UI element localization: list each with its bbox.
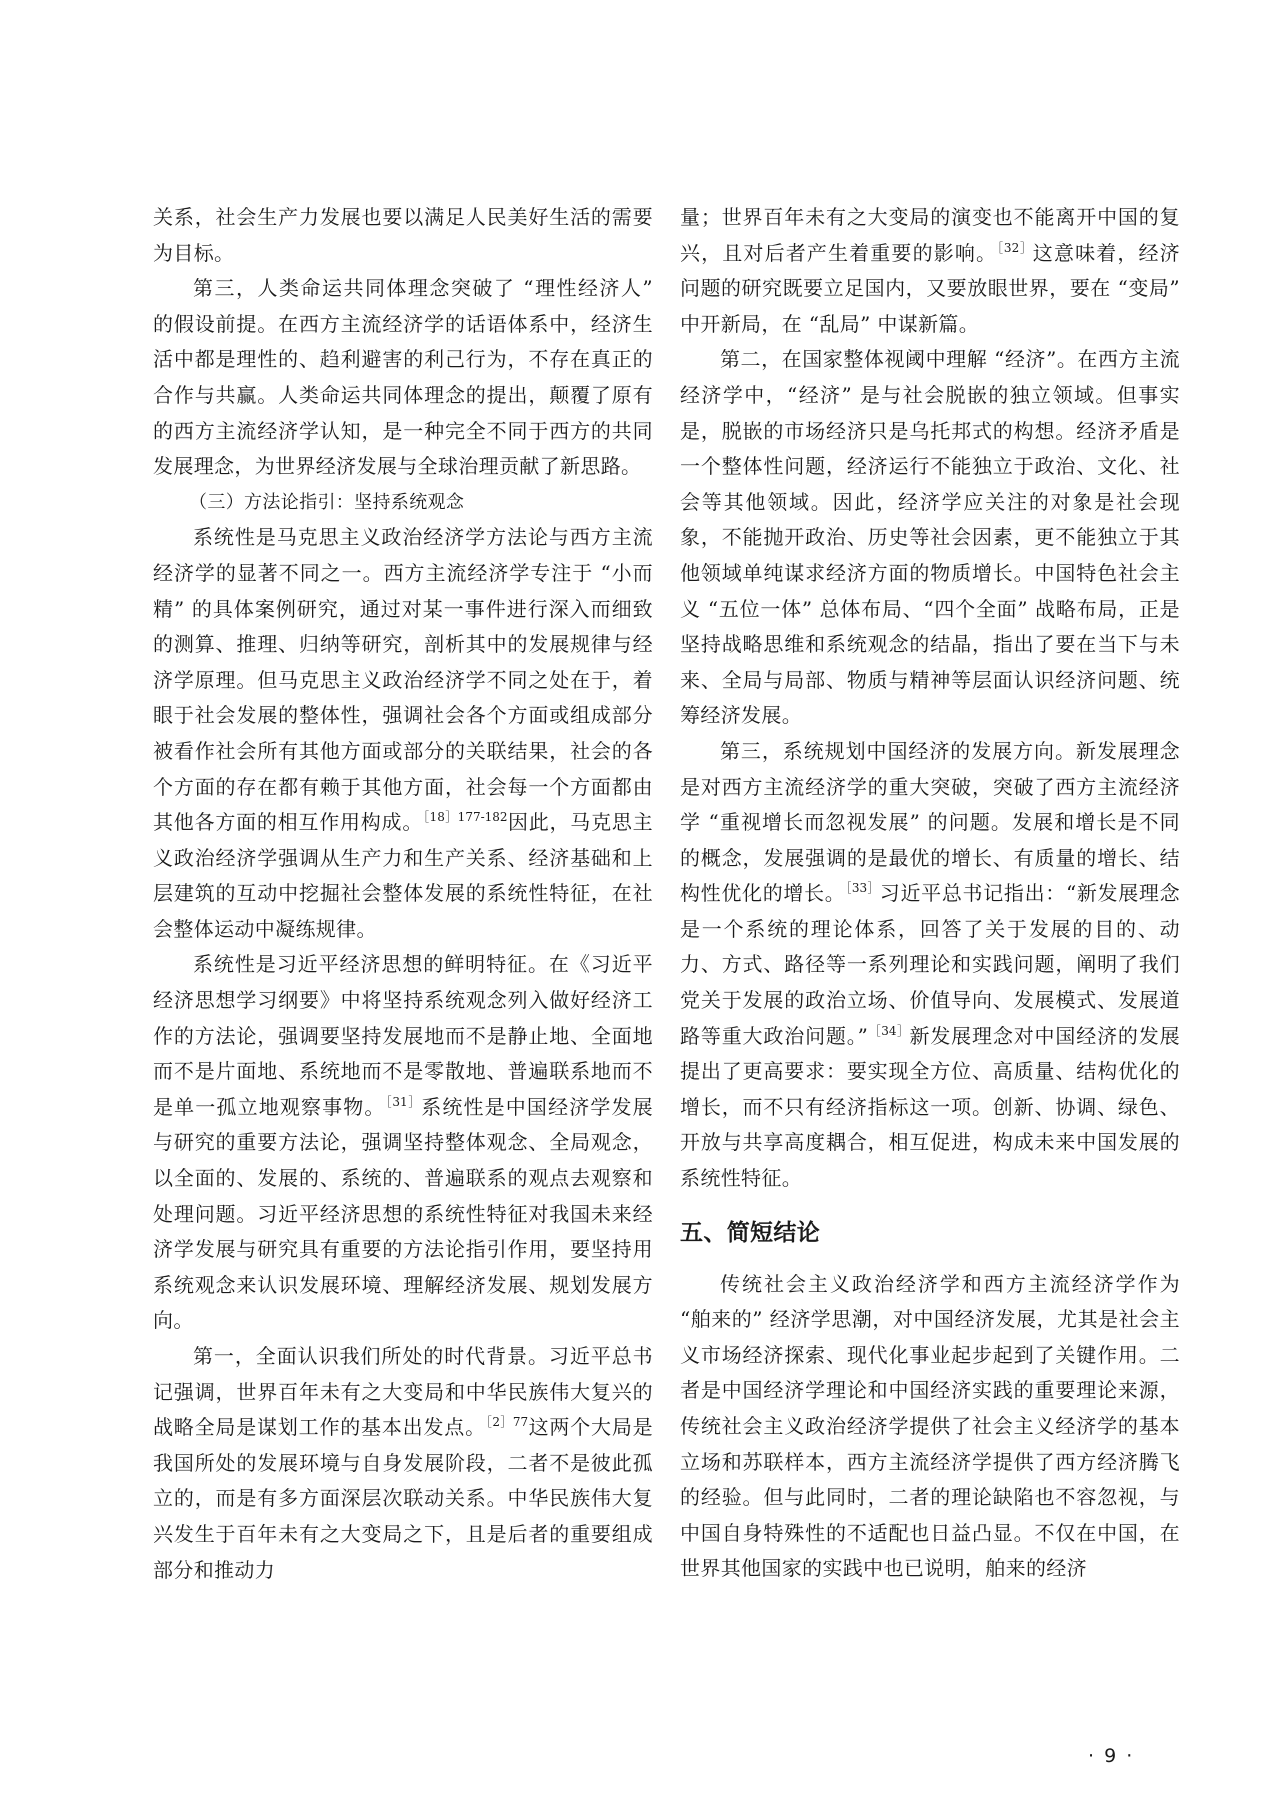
paragraph: 第三，人类命运共同体理念突破了 “理性经济人” 的假设前提。在西方主流经济学的话语体系中，经济生活中都是理性的、趋利避害的利己行为，不存在真正的合作与共赢。人类命运共同体理念的提出，颠覆了原有的西方主流经济学认知，是一种完全不同于西方的共同发展理念，为世界经济发展与全球治理贡献了新思路。 [153, 276, 653, 479]
page-number: · 9 · [1088, 1745, 1135, 1767]
paragraph [153, 947, 653, 1339]
paragraph: 传统社会主义政治经济学和西方主流经济学作为 “舶来的” 经济学思潮，对中国经济发展，尤其是社会主义市场经济探索、现代化事业起步起到了关键作用。二者是中国经济学理论和中国经济实践的重要理论来源，传统社会主义政治经济学提供了社会主义经济学的基本立场和苏联样本，西方主流经济学提供了西方经济腾飞的经验。但与此同时，二者的理论缺陷也不容忽视，与中国自身特殊性的不适配也日益凸显。不仅在中国，在世界其他国家的实践中也已说明，舶来的经济 [680, 1271, 1180, 1581]
section-title: 五、简短结论 [680, 1219, 821, 1246]
paragraph [153, 1339, 653, 1588]
citation-ref: ［2］77 [485, 1415, 529, 1430]
paragraph-text: 这意味着，经济问题的研究既要立足国内，又要放眼世界，要在 “变局” 中开新局，在 “乱局” 中谋新篇。 [680, 240, 1181, 336]
paragraph-text: 系统性是习近平经济思想的鲜明特征。在《习近平经济思想学习纲要》中将坚持系统观念列入做好经济工作的方法论，强调要坚持发展地而不是静止地、全面地而不是片面地、系统地而不是零散地、普遍联系地而不是单一孤立地观察事物。 [153, 952, 653, 1119]
paragraph [680, 734, 1180, 1197]
citation-ref: ［33］ [845, 881, 880, 896]
paragraph-text: 量；世界百年未有之大变局的演变也不能离开中国的复兴，且对后者产生着重要的影响。 [680, 205, 1180, 265]
right-column [680, 200, 1180, 1587]
paragraph: 第二，在国家整体视阈中理解 “经济”。在西方主流经济学中，“经济” 是与社会脱嵌的独立领域。但事实是，脱嵌的市场经济只是乌托邦式的构想。经济矛盾是一个整体性问题，经济运行不能独立于政治、文化、社会等其他领域。因此，经济学应关注的对象是社会现象，不能抛开政治、历史等社会因素，更不能独立于其他领域单纯谋求经济方面的物质增长。中国特色社会主义 “五位一体” 总体布局、“四个全面” 战略布局，正是坚持战略思维和系统观念的结晶，指出了要在当下与未来、全局与局部、物质与精神等层面认识经济问题、统筹经济发展。 [680, 347, 1180, 728]
paragraph [680, 200, 1180, 342]
left-column [153, 200, 653, 1588]
paragraph [153, 520, 653, 947]
paragraph-text: 第一，全面认识我们所处的时代背景。习近平总书记强调，世界百年未有之大变局和中华民族伟大复兴的战略全局是谋划工作的基本出发点。 [153, 1344, 653, 1440]
citation-ref: ［18］177-182 [423, 810, 508, 825]
citation-ref: ［34］ [868, 1023, 910, 1038]
paragraph-text: 这两个大局是我国所处的发展环境与自身发展阶段，二者不是彼此孤立的，而是有多方面深层次联动关系。中华民族伟大复兴发生于百年未有之大变局之下，且是后者的重要组成部分和推动力 [153, 1415, 654, 1582]
paragraph-text: 系统性是马克思主义政治经济学方法论与西方主流经济学的显著不同之一。西方主流经济学专注于 “小而精” 的具体案例研究，通过对某一事件进行深入而细致的测算、推理、归纳等研究，剖析其中的发展规律与经济学原理。但马克思主义政治经济学不同之处在于，着眼于社会发展的整体性，强调社会各个方面或组成部分被看作社会所有其他方面或部分的关联结果，社会的各个方面的存在都有赖于其他方面，社会每一个方面都由其他各方面的相互作用构成。 [153, 525, 653, 835]
paragraph-text: 习近平总书记指出：“新发展理念是一个系统的理论体系，回答了关于发展的目的、动力、方式、路径等一系列理论和实践问题，阐明了我们党关于发展的政治立场、价值导向、发展模式、发展道路等重大政治问题。” [680, 881, 1180, 1048]
paragraph-text: 第三，系统规划中国经济的发展方向。新发展理念是对西方主流经济学的重大突破，突破了西方主流经济学 “重视增长而忽视发展” 的问题。发展和增长是不同的概念，发展强调的是最优的增长、有质量的增长、结构性优化的增长。 [680, 738, 1180, 906]
paragraph-text: 新发展理念对中国经济的发展提出了更高要求：要实现全方位、高质量、结构优化的增长，而不只有经济指标这一项。创新、协调、绿色、开放与共享高度耦合，相互促进，构成未来中国发展的系统性特征。 [680, 1023, 1180, 1191]
subsection-heading: （三）方法论指引：坚持系统观念 [189, 491, 465, 513]
citation-ref: ［31］ [385, 1094, 422, 1109]
paragraph-text: 因此，马克思主义政治经济学强调从生产力和生产关系、经济基础和上层建筑的互动中挖掘社会整体发展的系统性特征，在社会整体运动中凝练规律。 [153, 810, 653, 941]
paragraph: 关系，社会生产力发展也要以满足人民美好生活的需要为目标。 [153, 205, 653, 265]
citation-ref: ［32］ [997, 240, 1033, 255]
paragraph-text: 系统性是中国经济学发展与研究的重要方法论，强调坚持整体观念、全局观念，以全面的、发展的、系统的、普遍联系的观点去观察和处理问题。习近平经济思想的系统性特征对我国未来经济学发展与研究具有重要的方法论指引作用，要坚持用系统观念来认识发展环境、理解经济发展、规划发展方向。 [153, 1094, 653, 1333]
